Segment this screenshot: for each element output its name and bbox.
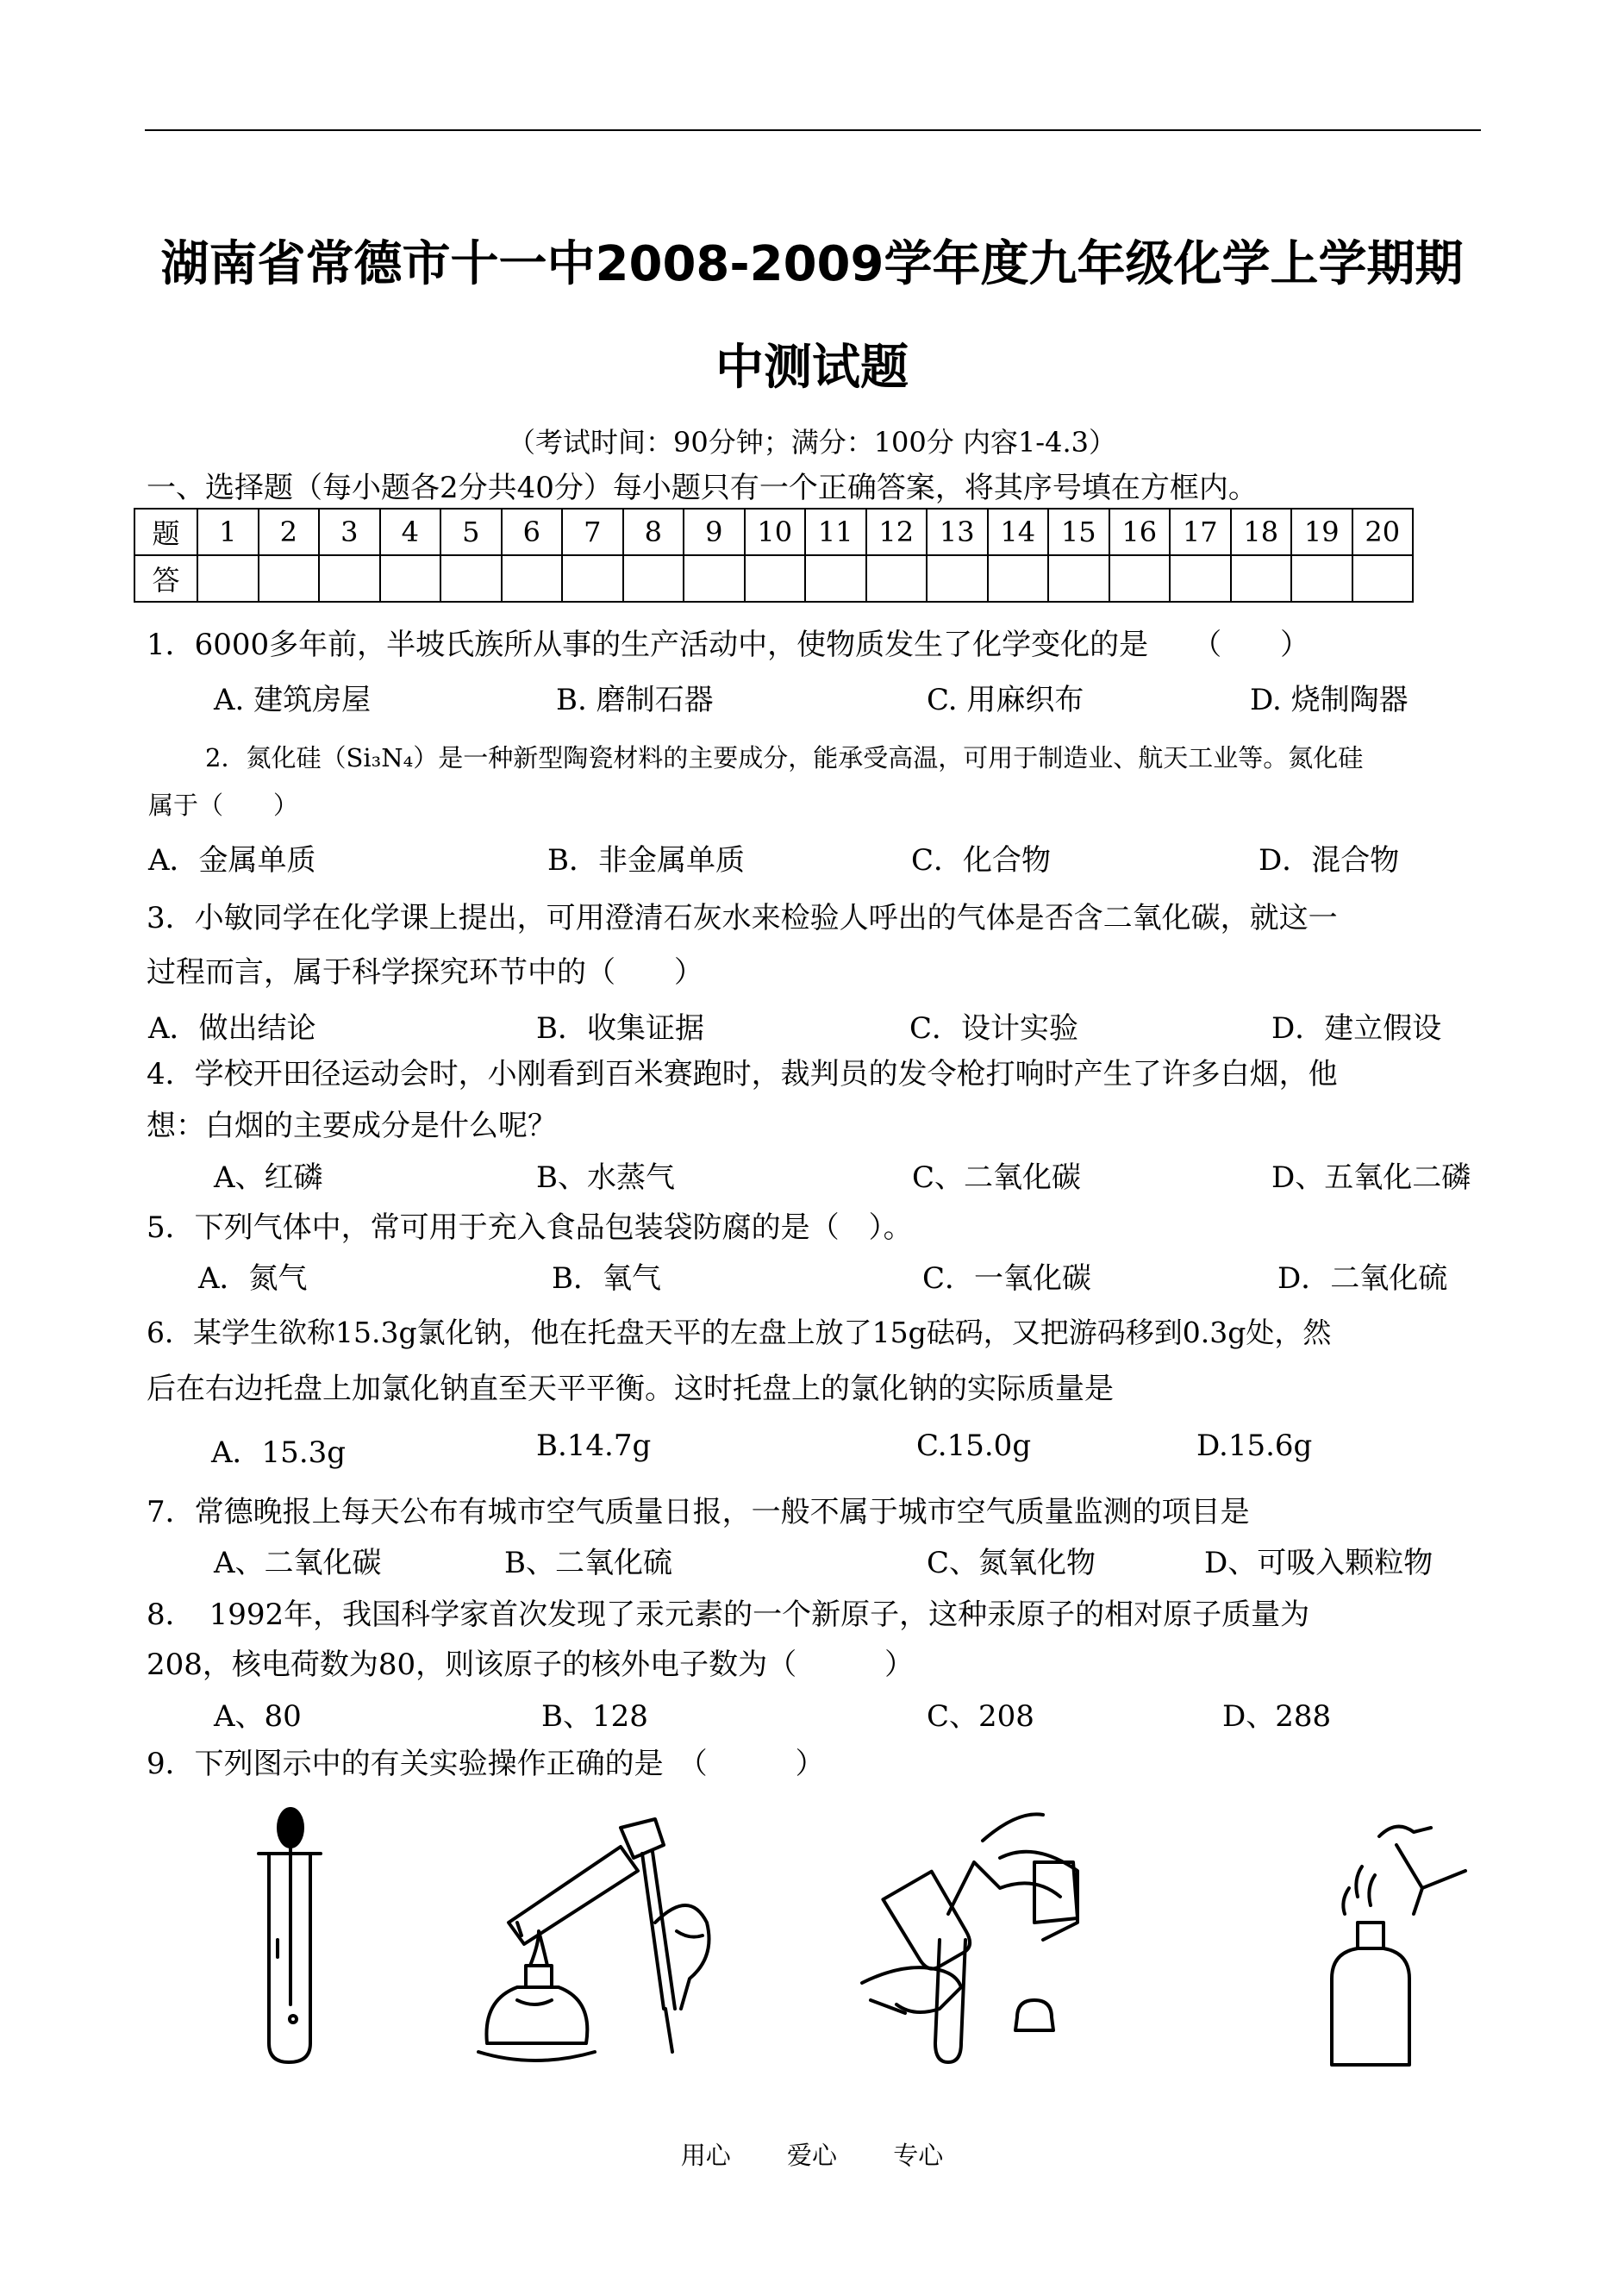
question-number: 19 [1291,509,1352,555]
question-5-option-a: A．氮气 [198,1261,308,1296]
answer-cell[interactable] [502,555,563,602]
question-3-option-b: B．收集证据 [536,1011,704,1046]
question-8-option-c: C、208 [927,1699,1034,1734]
question-number: 12 [866,509,928,555]
answer-cell[interactable] [1048,555,1109,602]
dropper-in-test-tube-figure [259,1809,321,2062]
question-number: 16 [1109,509,1171,555]
question-1-stem: 1．6000多年前，半坡氏族所从事的生产活动中，使物质发生了化学变化的是 （ ） [147,628,1310,662]
question-number: 6 [502,509,563,555]
answer-cell[interactable] [927,555,988,602]
answer-cell[interactable] [259,555,320,602]
answer-cell[interactable] [319,555,380,602]
question-2-option-b: B．非金属单质 [547,843,745,878]
answer-cell[interactable] [1231,555,1292,602]
question-3-option-c: C．设计实验 [909,1011,1079,1046]
question-number: 20 [1352,509,1414,555]
answer-cell[interactable] [197,555,259,602]
answer-cell[interactable] [1352,555,1414,602]
question-9-figures [0,1793,1624,2078]
question-6-option-b: B.14.7g [536,1429,652,1463]
question-number: 3 [319,509,380,555]
question-2-option-c: C．化合物 [911,843,1052,878]
question-number: 11 [805,509,866,555]
answer-cell[interactable] [988,555,1049,602]
answer-table-answer-row [134,555,1413,602]
answer-cell[interactable] [805,555,866,602]
smelling-gas-figure [1332,1827,1465,2065]
question-8-option-a: A、80 [214,1699,302,1734]
heating-test-tube-figure [478,1819,709,2060]
answer-cell[interactable] [623,555,684,602]
answer-table-number-row [134,509,1413,555]
answer-cell[interactable] [1170,555,1231,602]
question-number: 9 [684,509,745,555]
answer-cell[interactable] [440,555,502,602]
question-1-option-c: C. 用麻织布 [927,683,1084,717]
question-7-stem: 7．常德晚报上每天公布有城市空气质量日报，一般不属于城市空气质量监测的项目是 [147,1495,1250,1529]
question-5-option-c: C．一氧化碳 [922,1261,1092,1296]
question-2-stem: 2．氮化硅（Si₃N₄）是一种新型陶瓷材料的主要成分，能承受高温，可用于制造业、航天工业等。氮化硅 [205,743,1364,772]
question-number: 18 [1231,509,1292,555]
answer-cell[interactable] [745,555,806,602]
page-title: 湖南省常德市十一中2008-2009学年度九年级化学上学期期 [160,236,1464,292]
question-7-option-c: C、氮氧化物 [927,1546,1096,1580]
top-rule [145,129,1481,131]
question-7-option-b: B、二氧化硫 [504,1546,672,1580]
question-number: 5 [440,509,502,555]
question-5-option-d: D．二氧化硫 [1277,1261,1448,1296]
question-7-option-a: A、二氧化碳 [214,1546,382,1580]
exam-info: （考试时间：90分钟；满分：100分 内容1-4.3） [507,426,1117,459]
question-1-option-b: B. 磨制石器 [556,683,714,717]
question-5-stem: 5．下列气体中，常可用于充入食品包装袋防腐的是（ ）。 [147,1210,913,1245]
question-4-option-d: D、五氧化二磷 [1271,1160,1471,1195]
question-number: 13 [927,509,988,555]
page-footer [0,2136,1624,2172]
question-6-stem-cont: 后在右边托盘上加氯化钠直至天平平衡。这时托盘上的氯化钠的实际质量是 [147,1372,1114,1406]
question-number: 8 [623,509,684,555]
question-8-stem-cont: 208，核电荷数为80，则该原子的核外电子数为（ ） [147,1648,915,1682]
pouring-liquid-figure [862,1814,1077,2062]
footer-text: 用心 [680,2141,731,2170]
question-3-stem: 3．小敏同学在化学课上提出，可用澄清石灰水来检验人呼出的气体是否含二氧化碳，就这一 [147,901,1338,935]
question-number: 14 [988,509,1049,555]
question-1-option-a: A. 建筑房屋 [214,683,372,717]
question-7-option-d: D、可吸入颗粒物 [1204,1546,1433,1580]
answer-cell[interactable] [562,555,623,602]
footer-text: 爱心 [786,2141,837,2170]
question-4-option-c: C、二氧化碳 [912,1160,1082,1195]
question-number: 1 [197,509,259,555]
question-4-option-a: A、红磷 [214,1160,323,1195]
question-8-option-b: B、128 [541,1699,648,1734]
question-6-option-d: D.15.6g [1196,1429,1313,1463]
question-6-stem: 6．某学生欲称15.3g氯化钠，他在托盘天平的左盘上放了15g砝码，又把游码移到0.3g处，然 [147,1316,1332,1349]
footer-text: 专心 [893,2141,944,2170]
answer-cell[interactable] [1291,555,1352,602]
question-6-option-c: C.15.0g [916,1429,1032,1463]
question-number: 4 [380,509,441,555]
answer-cell[interactable] [1109,555,1171,602]
page-title-line2: 中测试题 [715,340,909,396]
question-5-option-b: B．氧气 [552,1261,661,1296]
question-2-option-a: A．金属单质 [148,843,316,878]
question-number: 2 [259,509,320,555]
row-label: 题 [134,509,197,555]
answer-cell[interactable] [380,555,441,602]
question-number: 17 [1170,509,1231,555]
question-2-option-d: D．混合物 [1259,843,1400,878]
question-1-option-d: D. 烧制陶器 [1250,683,1409,717]
question-number: 15 [1048,509,1109,555]
section-heading: 一、选择题（每小题各2分共40分）每小题只有一个正确答案，将其序号填在方框内。 [147,471,1258,505]
question-8-stem: 8． 1992年，我国科学家首次发现了汞元素的一个新原子，这种汞原子的相对原子质量为 [147,1598,1310,1632]
question-3-option-d: D．建立假设 [1271,1011,1442,1046]
question-4-stem-cont: 想：白烟的主要成分是什么呢？ [147,1109,557,1143]
answer-cell[interactable] [684,555,745,602]
question-4-stem: 4．学校开田径运动会时，小刚看到百米赛跑时，裁判员的发令枪打响时产生了许多白烟，他 [147,1057,1338,1091]
row-label: 答 [134,555,197,602]
question-number: 7 [562,509,623,555]
answer-cell[interactable] [866,555,928,602]
question-6-option-a: A．15.3g [211,1435,347,1470]
question-2-stem-cont: 属于（ ） [148,791,299,820]
question-8-option-d: D、288 [1222,1699,1332,1734]
question-number: 10 [745,509,806,555]
question-3-stem-cont: 过程而言，属于科学探究环节中的（ ） [147,955,703,990]
answer-table [134,508,1414,603]
question-9-stem: 9．下列图示中的有关实验操作正确的是 （ ） [147,1747,825,1781]
question-4-option-b: B、水蒸气 [536,1160,675,1195]
question-3-option-a: A．做出结论 [148,1011,316,1046]
